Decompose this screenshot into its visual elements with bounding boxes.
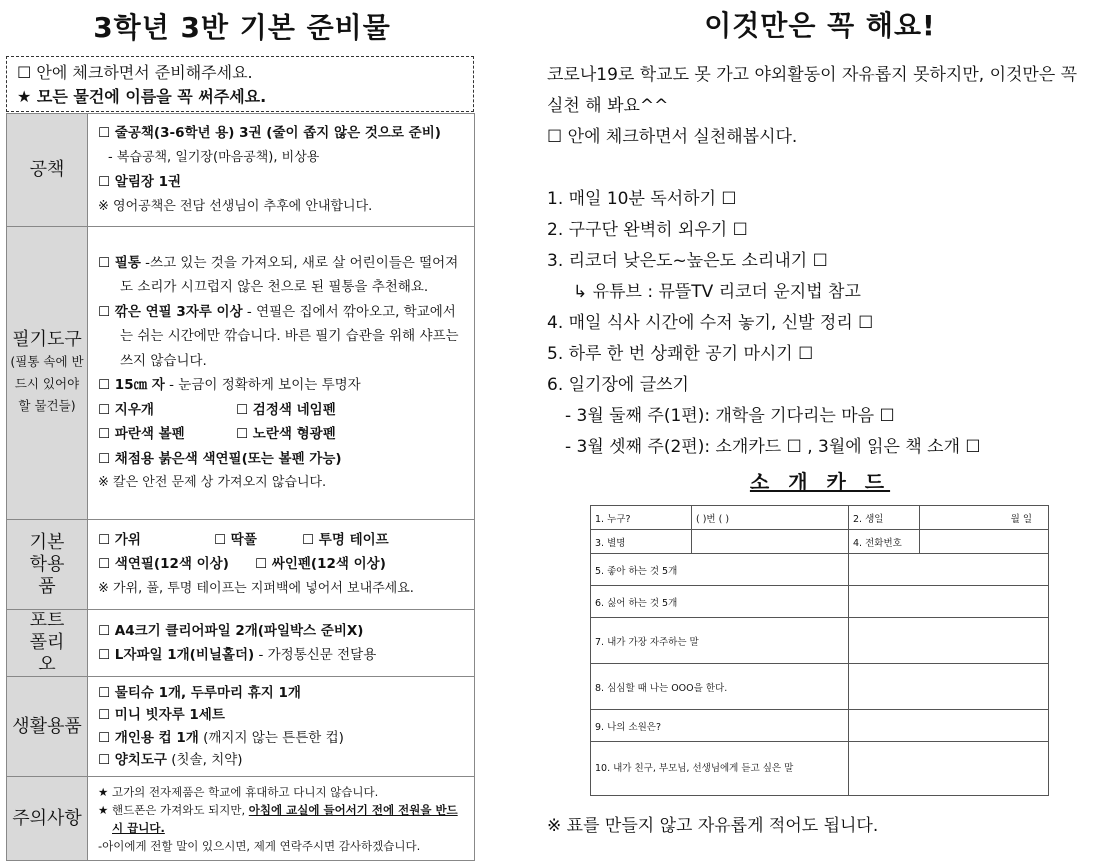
category-notebook: 공책 xyxy=(7,114,88,227)
lfile-rest: - 가정통신문 전달용 xyxy=(254,647,377,663)
notebook-line-3: ☐ 알림장 1권 xyxy=(98,174,182,190)
card-row-7 xyxy=(591,710,1049,742)
card-dislikes-label: 6. 싫어 하는 것 5개 xyxy=(591,586,849,618)
card-nickname-value xyxy=(692,530,849,554)
ruler-bold: ☐ 15㎝ 자 xyxy=(98,377,165,393)
card-row-3 xyxy=(591,554,1049,586)
ruler-rest: - 눈금이 정확하게 보이는 투명자 xyxy=(164,377,361,393)
must-do-item-6-sub-2: - 3월 셋째 주(2편): 소개카드 ☐ , 3월에 읽은 책 소개 ☐ xyxy=(565,437,981,457)
notebook-line-4: ※ 영어공책은 전담 선생님이 추후에 안내합니다. xyxy=(98,198,373,214)
cup-bold: ☐ 개인용 컵 1개 xyxy=(98,729,199,746)
must-do-item-2: 2. 구구단 완벽히 외우기 ☐ xyxy=(547,220,748,240)
card-hear-value xyxy=(849,742,1049,796)
writing-ruler xyxy=(98,373,464,398)
card-row-4 xyxy=(591,586,1049,618)
notebook-line-1: ☐ 줄공책(3-6학년 용) 3권 (줄이 좁지 않은 것으로 준비) xyxy=(98,125,441,141)
tape-item: ☐ 투명 테이프 xyxy=(302,531,389,548)
row-caution xyxy=(7,777,475,861)
writing-red-pencil: ☐ 채점용 붉은색 색연필(또는 볼펜 가능) xyxy=(98,450,342,467)
portfolio-file: ☐ A4크기 클리어파일 2개(파일박스 준비X) xyxy=(98,622,364,639)
blue-pen-item: ☐ 파란색 볼펜 xyxy=(98,426,185,442)
caution-items xyxy=(88,777,475,861)
pencil-bold: ☐ 깎은 연필 3자루 이상 xyxy=(98,303,243,320)
intro-name-line: ★ 모든 물건에 이름을 꼭 써주세요. xyxy=(17,87,267,106)
category-writing-label: 필기도구 xyxy=(12,329,82,350)
intro-card-title: 소 개 카 드 xyxy=(749,470,891,494)
card-row-5 xyxy=(591,618,1049,664)
card-saying-value xyxy=(849,618,1049,664)
card-phone-value xyxy=(920,530,1049,554)
school-row-2 xyxy=(98,552,464,577)
category-school xyxy=(7,520,88,610)
sign-pens-item: ☐ 싸인펜(12색 이상) xyxy=(255,556,386,573)
caution-line-3: -아이에게 전할 말이 있으시면, 제게 연락주시면 감사하겠습니다. xyxy=(98,838,421,853)
daily-wet-tissue: ☐ 물티슈 1개, 두루마리 휴지 1개 xyxy=(98,684,301,701)
portfolio-lfile xyxy=(98,643,464,668)
daily-tooth xyxy=(98,749,464,772)
card-row-8 xyxy=(591,742,1049,796)
card-phone-label: 4. 전화번호 xyxy=(849,530,920,554)
row-writing xyxy=(7,227,475,520)
tooth-rest: (칫솔, 치약) xyxy=(166,752,243,768)
row-notebook xyxy=(7,114,475,227)
must-do-text xyxy=(547,60,1095,463)
card-row-6 xyxy=(591,664,1049,710)
category-writing-sub: (필통 속에 반드시 있어야 할 물건들) xyxy=(10,354,84,413)
tooth-bold: ☐ 양치도구 xyxy=(98,752,167,768)
category-writing xyxy=(7,227,88,520)
category-school-label: 기본 학용품 xyxy=(29,531,65,597)
must-do-item-6: 6. 일기장에 글쓰기 xyxy=(547,375,689,395)
row-school xyxy=(7,520,475,610)
writing-pencil xyxy=(98,300,464,374)
caution-line-2 xyxy=(98,801,464,837)
writing-items xyxy=(88,227,475,520)
school-items xyxy=(88,520,475,610)
category-portfolio-label: 포트 폴리오 xyxy=(29,610,65,675)
writing-note: ※ 칼은 안전 문제 상 가져오지 않습니다. xyxy=(98,475,327,490)
daily-cup xyxy=(98,727,464,750)
card-who-value: ( )번 ( ) xyxy=(692,506,849,530)
scissors-item: ☐ 가위 xyxy=(98,531,141,548)
must-do-item-1: 1. 매일 10분 독서하기 ☐ xyxy=(547,189,737,209)
row-portfolio xyxy=(7,610,475,677)
must-do-item-5: 5. 하루 한 번 상쾌한 공기 마시기 ☐ xyxy=(547,344,814,364)
card-birthday-value: 월 일 xyxy=(920,506,1049,530)
row-daily xyxy=(7,677,475,777)
card-likes-value xyxy=(849,554,1049,586)
category-caution: 주의사항 xyxy=(7,777,88,861)
intro-check-line: ☐ 안에 체크하면서 준비해주세요. xyxy=(17,63,253,82)
pencil-rest: - 연필은 집에서 깎아오고, 학교에서는 쉬는 시간에만 깎습니다. 바른 필기 습관을 위해 샤프는 쓰지 않습니다. xyxy=(120,303,459,369)
card-dislikes-value xyxy=(849,586,1049,618)
must-do-item-6-sub-1: - 3월 둘째 주(1편): 개학을 기다리는 마음 ☐ xyxy=(565,406,895,426)
supplies-title: 3학년 3반 기본 준비물 xyxy=(93,11,391,44)
card-row-2 xyxy=(591,530,1049,554)
card-saying-label: 7. 내가 가장 자주하는 말 xyxy=(591,618,849,664)
writing-pen-row xyxy=(98,422,464,447)
daily-items xyxy=(88,677,475,777)
must-do-item-4: 4. 매일 식사 시간에 수저 놓기, 신발 정리 ☐ xyxy=(547,313,874,333)
daily-broom: ☐ 미니 빗자루 1세트 xyxy=(98,707,225,723)
must-do-item-3-sub: ↳ 유튜브 : 뮤뜰TV 리코더 운지법 참고 xyxy=(573,282,861,302)
caution-line-2a: ★ 핸드폰은 가져와도 되지만, xyxy=(98,802,249,817)
card-hear-label: 10. 내가 친구, 부모님, 선생님에게 듣고 싶은 말 xyxy=(591,742,849,796)
must-do-intro: 코로나19로 학교도 못 가고 야외활동이 자유롭지 못하지만, 이것만은 꼭 실천 해 봐요^^ xyxy=(547,65,1078,116)
card-who-label: 1. 누구? xyxy=(591,506,692,530)
cup-rest: (깨지지 않는 튼튼한 컵) xyxy=(198,729,344,746)
glue-item: ☐ 딱풀 xyxy=(214,531,257,548)
writing-eraser-row xyxy=(98,398,464,423)
category-portfolio xyxy=(7,610,88,677)
card-bored-label: 8. 심심할 때 나는 OOO을 한다. xyxy=(591,664,849,710)
card-likes-label: 5. 좋아 하는 것 5개 xyxy=(591,554,849,586)
pencilcase-rest: -쓰고 있는 것을 가져오되, 새로 살 어린이들은 떨어져도 소리가 시끄럽지 않은 천으로 된 필통을 추천해요. xyxy=(120,254,459,295)
notebook-items xyxy=(88,114,475,227)
supplies-table xyxy=(6,113,475,861)
must-do-title: 이것만은 꼭 해요! xyxy=(704,9,936,42)
must-do-check-line: ☐ 안에 체크하면서 실천해봅시다. xyxy=(547,127,798,147)
card-birthday-label: 2. 생일 xyxy=(849,506,920,530)
card-bored-value xyxy=(849,664,1049,710)
school-note: ※ 가위, 풀, 투명 테이프는 지퍼백에 넣어서 보내주세요. xyxy=(98,580,414,596)
portfolio-items xyxy=(88,610,475,677)
notebook-line-2: - 복습공책, 일기장(마음공책), 비상용 xyxy=(108,149,320,165)
card-row-1 xyxy=(591,506,1049,530)
card-wish-value xyxy=(849,710,1049,742)
highlighter-item: ☐ 노란색 형광펜 xyxy=(236,426,336,442)
caution-line-1: ★ 고가의 전자제품은 학교에 휴대하고 다니지 않습니다. xyxy=(98,784,379,799)
school-row-1 xyxy=(98,528,464,553)
caution-line-2b: 아침에 교실에 들어서기 전에 전원을 반드시 끕니다. xyxy=(112,802,458,835)
colored-pencils-item: ☐ 색연필(12색 이상) xyxy=(98,556,229,573)
spacer xyxy=(547,153,1095,184)
card-nickname-label: 3. 별명 xyxy=(591,530,692,554)
writing-pencilcase xyxy=(98,251,464,300)
card-wish-label: 9. 나의 소원은? xyxy=(591,710,849,742)
eraser-item: ☐ 지우개 xyxy=(98,401,154,418)
black-pen-item: ☐ 검정색 네임펜 xyxy=(236,401,336,418)
intro-card-table xyxy=(590,505,1049,796)
footer-note: ※ 표를 만들지 않고 자유롭게 적어도 됩니다. xyxy=(547,816,879,836)
lfile-bold: ☐ L자파일 1개(비닐홀더) xyxy=(98,647,255,663)
pencilcase-bold: ☐ 필통 xyxy=(98,254,141,271)
category-daily: 생활용품 xyxy=(7,677,88,777)
supplies-intro-box xyxy=(6,56,474,112)
must-do-item-3: 3. 리코더 낮은도~높은도 소리내기 ☐ xyxy=(547,251,828,271)
